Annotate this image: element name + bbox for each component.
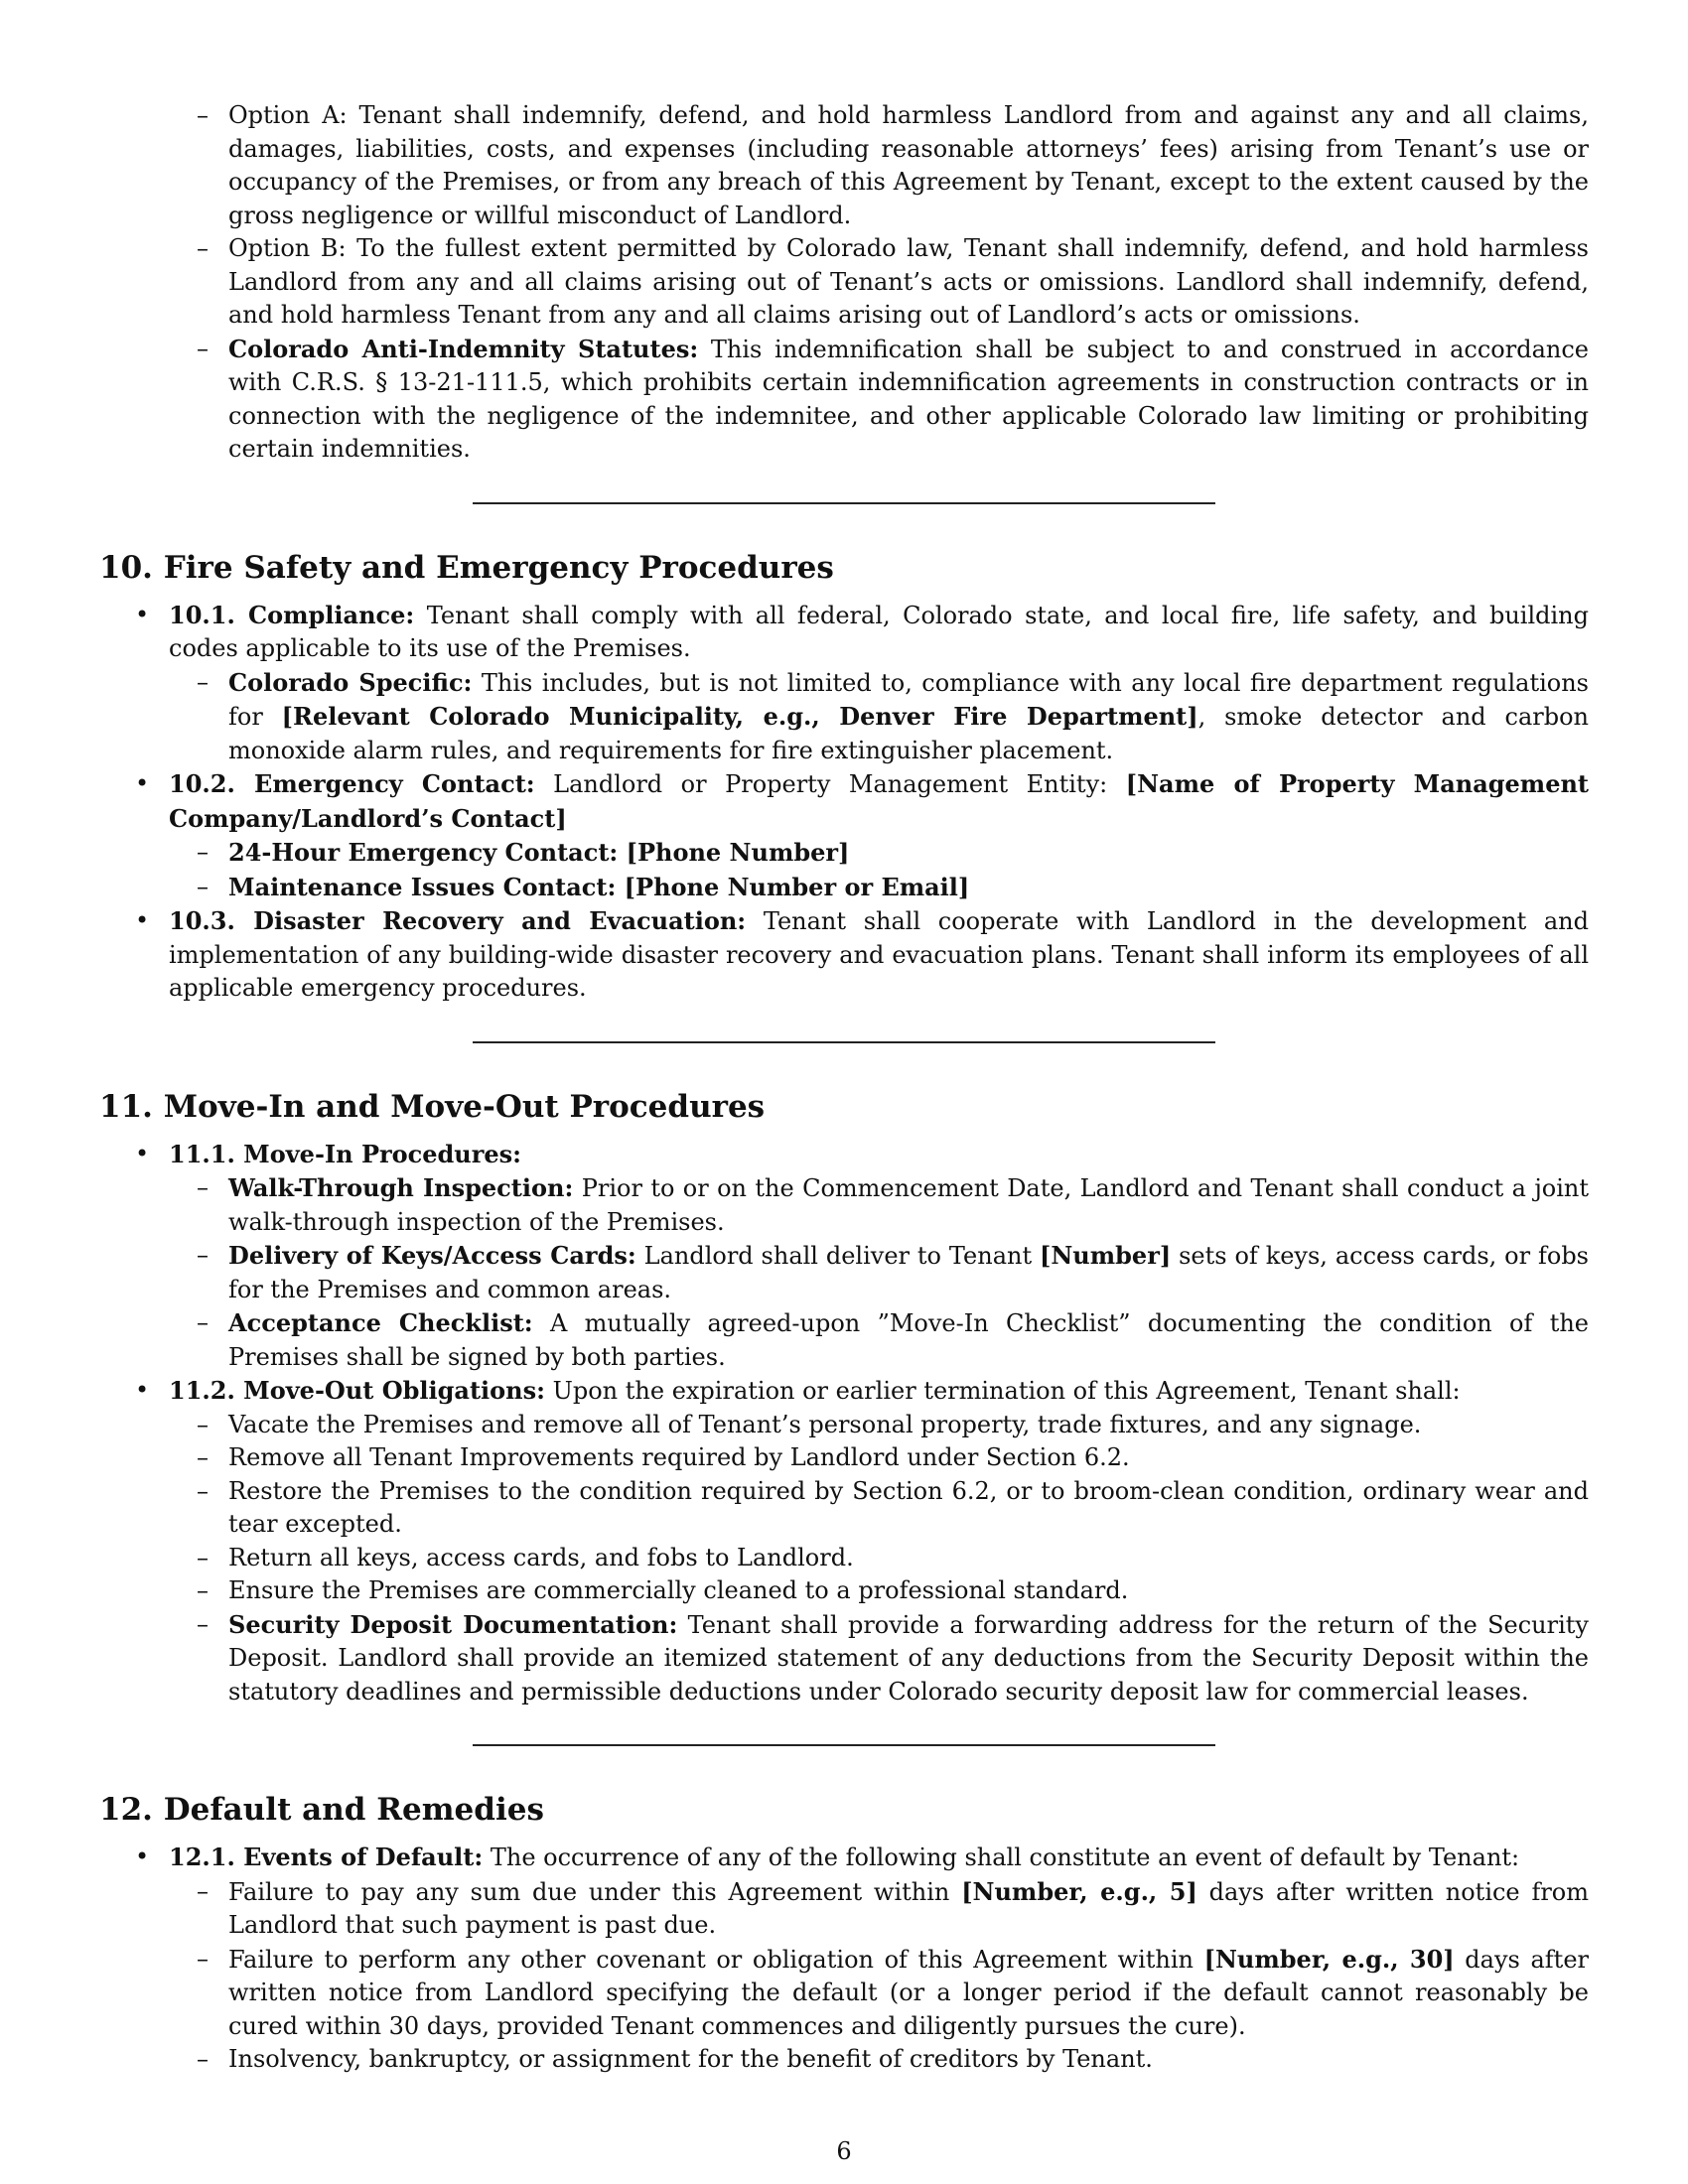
property-management-placeholder: [Name of Property Management Company/Landlord’s Contact] [169, 769, 1589, 833]
colorado-specific-label: Colorado Specific: [228, 667, 473, 697]
section-divider [473, 502, 1215, 504]
list-item [99, 333, 1589, 467]
colorado-specific-text-end: , smoke detector and carbon monoxide alarm rules, and requirements for fire extinguisher placement. [228, 703, 1589, 764]
days-placeholder: [Number, e.g., 5] [961, 1876, 1197, 1906]
emergency-contact-label: 10.2. Emergency Contact: [169, 769, 535, 798]
bullet-marker: • [135, 769, 150, 797]
dash-marker: – [197, 667, 209, 696]
default-covenant-text-end: days after written notice from Landlord specifying the default (or a longer period if the default cannot reasonably be cured within 30 days, provided Tenant commences and diligently pursues the cure). [228, 1945, 1589, 2040]
dash-marker: – [197, 1609, 209, 1638]
section-12-heading: 12. Default and Remedies [99, 1792, 544, 1828]
dash-marker: – [197, 1944, 209, 1973]
list-item [99, 99, 1589, 232]
document-page [99, 99, 1589, 2077]
compliance-label: 10.1. Compliance: [169, 600, 415, 629]
compliance-text: Tenant shall comply with all federal, Colorado state, and local fire, life safety, and building codes applicable to its use of the Premises. [169, 601, 1589, 662]
bullet-marker: • [135, 1376, 150, 1404]
keys-delivery-label: Delivery of Keys/Access Cards: [228, 1241, 636, 1270]
disaster-recovery-label: 10.3. Disaster Recovery and Evacuation: [169, 906, 747, 935]
dash-marker: – [197, 1173, 209, 1201]
walk-through-text: Prior to or on the Commencement Date, Landlord and Tenant shall conduct a joint walk-through inspection of the Premises. [228, 1174, 1589, 1236]
dash-marker: – [197, 1241, 209, 1269]
security-deposit-text: Tenant shall provide a forwarding address for the return of the Security Deposit. Landlord shall provide an itemized statement of any deductions from the Security Deposit within the statutory deadlines and permissible deductions under Colorado security deposit law for commercial leases. [228, 1610, 1589, 1706]
dash-marker: – [197, 1876, 209, 1905]
default-payment-text-end: days after written notice from Landlord that such payment is past due. [228, 1877, 1590, 1939]
days-placeholder: [Number, e.g., 30] [1203, 1944, 1455, 1974]
dash-marker: – [197, 2045, 209, 2073]
bullet-marker: • [135, 1139, 150, 1167]
list-item [99, 666, 1589, 768]
list-item [99, 1841, 1589, 1875]
dash-marker: – [197, 1476, 209, 1505]
list-item [99, 1409, 1589, 1442]
section-10-heading: 10. Fire Safety and Emergency Procedures [99, 549, 834, 586]
number-placeholder: [Number] [1040, 1241, 1172, 1270]
keys-delivery-text-end: sets of keys, access cards, or fobs for the Premises and common areas. [228, 1242, 1589, 1303]
section-divider [473, 1041, 1215, 1043]
dash-marker: – [197, 101, 209, 129]
section-11-heading: 11. Move-In and Move-Out Procedures [99, 1088, 766, 1125]
option-a-text: Option A: Tenant shall indemnify, defend, and hold harmless Landlord from and against any and all claims, damages, liabilities, costs, and expenses (including reasonable attorneys’ fees) arising from Tenant’s use or occupancy of the Premises, or from any breach of this Agreement by Tenant, except to the extent caused by the gross negligence or willful misconduct of Landlord. [228, 101, 1589, 229]
keys-delivery-text: Landlord shall deliver to Tenant [635, 1242, 1041, 1270]
acceptance-checklist-text: A mutually agreed-upon ”Move-In Checklist” documenting the condition of the Premises shall be signed by both parties. [228, 1309, 1589, 1371]
move-in-label: 11.1. Move-In Procedures: [169, 1139, 522, 1168]
move-out-item: Vacate the Premises and remove all of Tenant’s personal property, trade fixtures, and any signage. [228, 1410, 1422, 1438]
security-deposit-label: Security Deposit Documentation: [228, 1609, 678, 1639]
list-item [99, 1542, 1589, 1575]
colorado-specific-text: This includes, but is not limited to, compliance with any local fire department regulations for [228, 668, 1589, 731]
dash-marker: – [197, 1410, 209, 1438]
dash-marker: – [197, 1308, 209, 1336]
events-of-default-text: The occurrence of any of the following shall constitute an event of default by Tenant: [483, 1843, 1520, 1871]
emergency-24h-contact: 24-Hour Emergency Contact: [Phone Number] [228, 838, 850, 867]
move-out-label: 11.2. Move-Out Obligations: [169, 1376, 545, 1405]
move-out-item: Ensure the Premises are commercially cleaned to a professional standard. [228, 1576, 1129, 1604]
section-divider [473, 1744, 1215, 1746]
move-out-item: Remove all Tenant Improvements required by Landlord under Section 6.2. [228, 1443, 1130, 1471]
list-item [99, 2043, 1589, 2077]
list-item [99, 1475, 1589, 1542]
bullet-marker: • [135, 1843, 150, 1870]
list-item [99, 1608, 1589, 1709]
move-out-item: Restore the Premises to the condition required by Section 6.2, or to broom-clean condition, ordinary wear and tear excepted. [228, 1476, 1589, 1538]
dash-marker: – [197, 838, 209, 866]
anti-indemnity-text: This indemnification shall be subject to and construed in accordance with C.R.S. § 13-21-111.5, which prohibits certain indemnification agreements in construction contracts or in connection with the negligence of the indemnitee, and other applicable Colorado law limiting or prohibiting certain indemnities. [228, 335, 1590, 463]
list-item [99, 1875, 1589, 1943]
list-item [99, 767, 1589, 836]
anti-indemnity-label: Colorado Anti-Indemnity Statutes: [228, 334, 699, 363]
list-item [99, 1943, 1589, 2044]
events-of-default-label: 12.1. Events of Default: [169, 1843, 484, 1871]
move-out-item: Return all keys, access cards, and fobs to Landlord. [228, 1543, 854, 1571]
dash-marker: – [197, 1576, 209, 1604]
list-item [99, 1239, 1589, 1306]
default-payment-text: Failure to pay any sum due under this Agreement within [228, 1877, 962, 1906]
list-item [99, 1374, 1589, 1409]
list-item [99, 836, 1589, 871]
dash-marker: – [197, 334, 209, 362]
bullet-marker: • [135, 600, 150, 628]
dash-marker: – [197, 872, 209, 900]
dash-marker: – [197, 1543, 209, 1571]
bullet-marker: • [135, 906, 150, 934]
walk-through-label: Walk-Through Inspection: [228, 1173, 574, 1202]
acceptance-checklist-label: Acceptance Checklist: [228, 1308, 533, 1337]
default-insolvency-text: Insolvency, bankruptcy, or assignment for the benefit of creditors by Tenant. [228, 2045, 1153, 2073]
list-item [99, 1441, 1589, 1475]
disaster-recovery-text: Tenant shall cooperate with Landlord in the development and implementation of any building-wide disaster recovery and evacuation plans. Tenant shall inform its employees of all applicable emergency procedures. [169, 907, 1590, 1002]
move-out-text: Upon the expiration or earlier termination of this Agreement, Tenant shall: [545, 1377, 1461, 1405]
list-item [99, 232, 1589, 333]
emergency-contact-text: Landlord or Property Management Entity: [534, 770, 1126, 798]
list-item [99, 1306, 1589, 1374]
list-item [99, 1138, 1589, 1172]
default-covenant-text: Failure to perform any other covenant or obligation of this Agreement within [228, 1945, 1204, 1974]
list-item [99, 1574, 1589, 1608]
dash-marker: – [197, 1443, 209, 1471]
page-number: 6 [836, 2137, 852, 2165]
list-item [99, 1171, 1589, 1239]
list-item [99, 599, 1589, 666]
list-item [99, 904, 1589, 1006]
option-b-text: Option B: To the fullest extent permitted by Colorado law, Tenant shall indemnify, defend, and hold harmless Landlord from any and all claims arising out of Tenant’s acts or omissions. Landlord shall indemnify, defend, and hold harmless Tenant from any and all claims arising out of Landlord’s acts or omissions. [228, 234, 1589, 329]
municipality-placeholder: [Relevant Colorado Municipality, e.g., Denver Fire Department] [281, 702, 1198, 731]
dash-marker: – [197, 234, 209, 262]
list-item [99, 871, 1589, 905]
maintenance-contact: Maintenance Issues Contact: [Phone Number or Email] [228, 872, 970, 901]
